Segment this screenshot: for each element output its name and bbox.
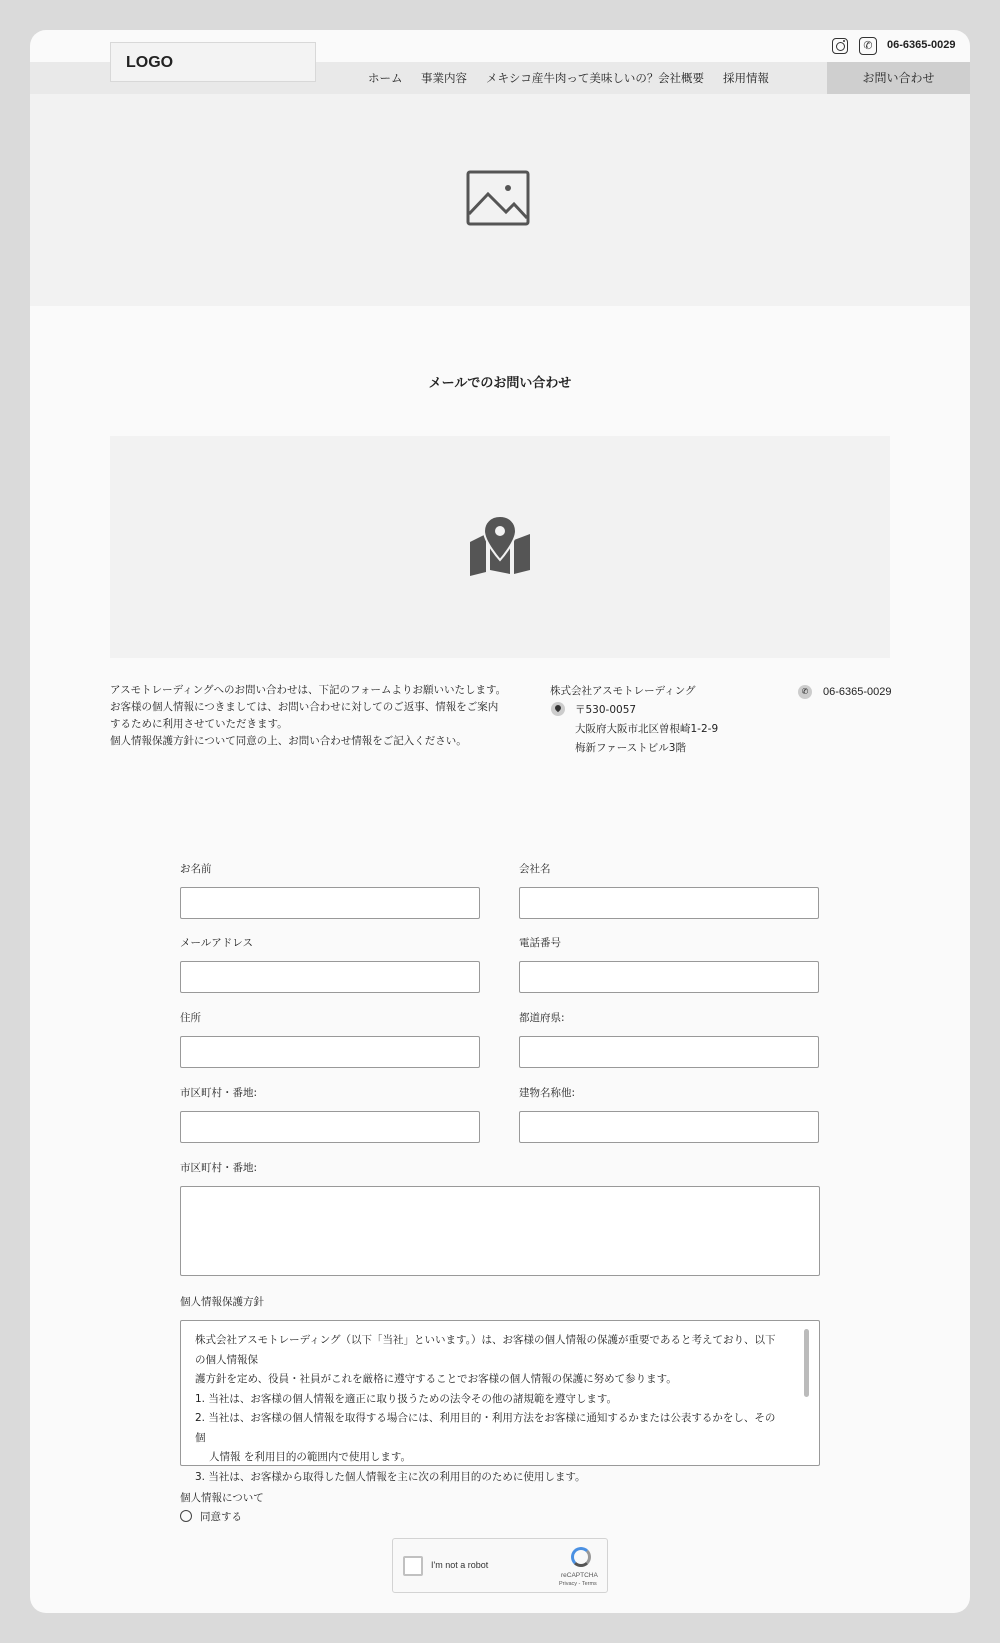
address-label: 住所: [180, 1012, 201, 1024]
company-input[interactable]: [519, 887, 819, 919]
section-title: メールでのお問い合わせ: [428, 376, 572, 391]
intro-line: するために利用させていただきます。: [110, 718, 288, 730]
map[interactable]: [110, 436, 890, 658]
prefecture-input[interactable]: [519, 1036, 819, 1068]
policy-line: 護方針を定め、役員・社員がこれを厳格に遵守することでお客様の個人情報の保護に努めて参ります。: [195, 1373, 677, 1385]
email-input[interactable]: [180, 961, 480, 993]
location-pin-icon: [551, 702, 565, 716]
message-textarea[interactable]: [180, 1186, 820, 1276]
nav-recruit[interactable]: 採用情報: [723, 71, 769, 85]
address-line: 大阪府大阪市北区曽根崎1-2-9: [575, 723, 719, 735]
image-placeholder-icon: [466, 170, 530, 226]
policy-scrollbar[interactable]: [804, 1329, 809, 1397]
recaptcha-logo-icon: [571, 1547, 591, 1567]
city-input[interactable]: [180, 1111, 480, 1143]
recaptcha-text: I'm not a robot: [431, 1560, 489, 1570]
prefecture-label: 都道府県:: [519, 1012, 565, 1024]
postal-code: 〒530-0057: [575, 704, 637, 716]
contact-button[interactable]: お問い合わせ: [827, 62, 970, 94]
nav-mexican-beef[interactable]: メキシコ産牛肉って美味しいの？: [486, 71, 659, 85]
phone-input[interactable]: [519, 961, 819, 993]
map-pin-icon: [468, 516, 532, 576]
phone-icon[interactable]: ✆: [859, 37, 877, 55]
policy-scrollbox[interactable]: [180, 1320, 820, 1483]
hero-image: [30, 94, 970, 306]
building-label: 建物名称他:: [519, 1087, 576, 1099]
email-label: メールアドレス: [180, 937, 253, 949]
message-label: 市区町村・番地:: [180, 1162, 258, 1174]
header-phone: 06-6365-0029: [887, 39, 956, 51]
company-name: 株式会社アスモトレーディング: [550, 685, 696, 697]
policy-line: 2. 当社は、お客様の個人情報を取得する場合には、利用目的・利用方法をお客様に通知するかまたは公表するかをし、その個: [195, 1412, 776, 1444]
consent-radio[interactable]: [180, 1510, 192, 1522]
recaptcha-links[interactable]: Privacy - Terms: [559, 1581, 597, 1587]
company-info: [550, 682, 718, 758]
nav-home[interactable]: ホーム: [368, 71, 403, 85]
intro-line: 個人情報保護方針について同意の上、お問い合わせ情報をご記入ください。: [110, 735, 467, 747]
instagram-icon[interactable]: [832, 38, 848, 54]
intro-line: アスモトレーディングへのお問い合わせは、下記のフォームよりお願いいたします。: [110, 684, 507, 696]
company-phone: 06-6365-0029: [823, 686, 892, 698]
consent-option-label[interactable]: 同意する: [200, 1511, 242, 1523]
policy-line: 株式会社アスモトレーディング（以下「当社」といいます。）は、お客様の個人情報の保護が重要であると考えており、以下の個人情報保: [195, 1334, 776, 1366]
policy-label: 個人情報保護方針: [180, 1296, 264, 1308]
address-input[interactable]: [180, 1036, 480, 1068]
recaptcha-brand: reCAPTCHA: [561, 1572, 598, 1579]
phone-label: 電話番号: [519, 937, 561, 949]
page-frame: [30, 30, 970, 1613]
name-label: お名前: [180, 863, 212, 875]
recaptcha-widget: [392, 1538, 608, 1593]
building-input[interactable]: [519, 1111, 819, 1143]
intro-line: お客様の個人情報につきましては、お問い合わせに対してのご返事、情報をご案内: [110, 701, 499, 713]
company-label: 会社名: [519, 863, 551, 875]
name-input[interactable]: [180, 887, 480, 919]
policy-line: 人情報 を利用目的の範囲内で使用します。: [209, 1451, 411, 1463]
phone-icon: ✆: [798, 685, 812, 699]
policy-line: 3. 当社は、お客様から取得した個人情報を主に次の利用目的のために使用します。: [195, 1470, 586, 1483]
city-label: 市区町村・番地:: [180, 1087, 258, 1099]
address-line: 梅新ファーストビル3階: [575, 742, 686, 754]
nav-business[interactable]: 事業内容: [421, 71, 467, 85]
nav-company[interactable]: 会社概要: [658, 71, 704, 85]
logo[interactable]: LOGO: [110, 42, 316, 82]
recaptcha-checkbox[interactable]: [403, 1556, 423, 1576]
intro-text: [110, 682, 510, 750]
policy-line: 1. 当社は、お客様の個人情報を適正に取り扱うための法令その他の諸規範を遵守します。: [195, 1392, 618, 1405]
consent-label: 個人情報について: [180, 1492, 264, 1504]
